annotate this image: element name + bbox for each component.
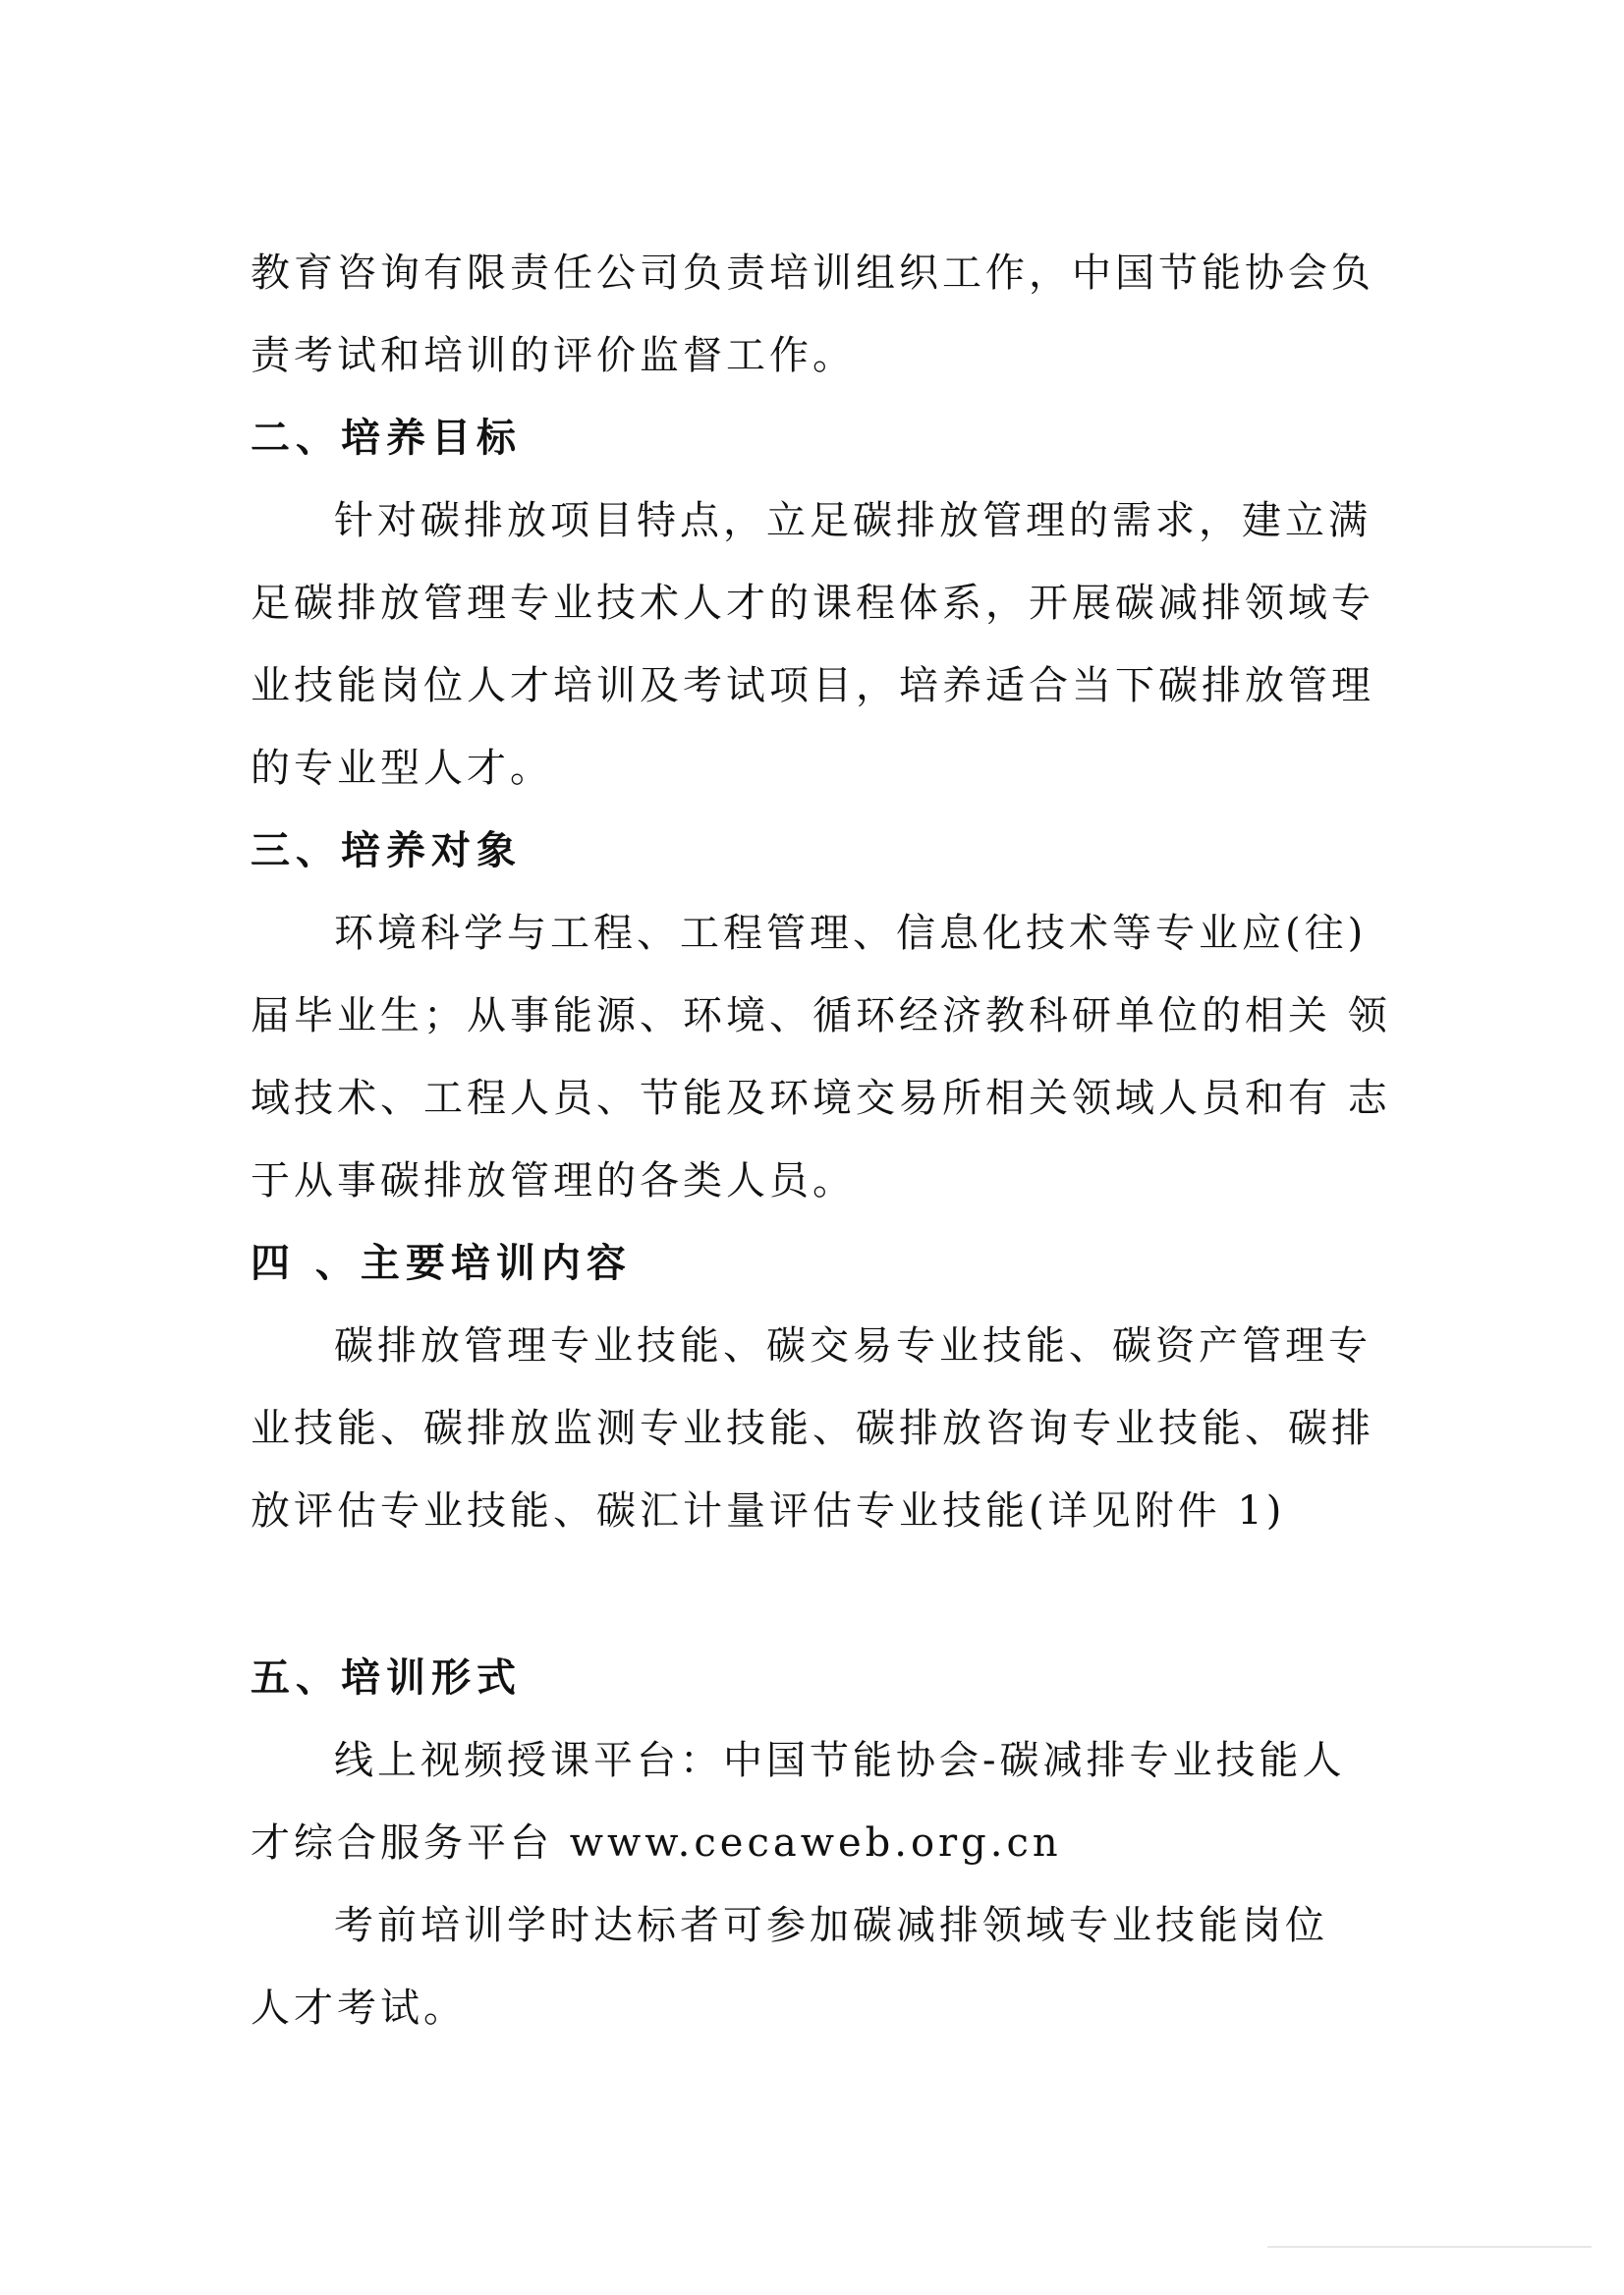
paragraph-line: 才综合服务平台 www.cecaweb.org.cn: [251, 1820, 1062, 1866]
section-heading-content: 四 、主要培训内容: [251, 1240, 632, 1286]
paragraph-line: 人才考试。: [251, 1986, 467, 2031]
section-heading-format: 五、培训形式: [251, 1654, 522, 1701]
paragraph-line: 放评估专业技能、碳汇计量评估专业技能(详见附件 1): [251, 1488, 1286, 1534]
paragraph-line: 的专业型人才。: [251, 746, 553, 791]
paragraph-line: 业技能、碳排放监测专业技能、碳排放咨询专业技能、碳排: [251, 1406, 1374, 1451]
section-heading-targets: 三、培养对象: [251, 827, 522, 873]
paragraph-line: 环境科学与工程、工程管理、信息化技术等专业应(往): [334, 911, 1368, 956]
paragraph-line: 考前培训学时达标者可参加碳减排领域专业技能岗位: [334, 1903, 1328, 1948]
paragraph-line: 线上视频授课平台：中国节能协会-碳减排专业技能人: [334, 1738, 1346, 1783]
section-heading-goals: 二、培养目标: [251, 415, 522, 461]
paragraph-line: 业技能岗位人才培训及考试项目，培养适合当下碳排放管理: [251, 663, 1374, 708]
paragraph-line: 针对碳排放项目特点，立足碳排放管理的需求，建立满: [334, 498, 1372, 543]
paragraph-line: 教育咨询有限责任公司负责培训组织工作，中国节能协会负: [251, 251, 1374, 296]
paragraph-line: 足碳排放管理专业技术人才的课程体系，开展碳减排领域专: [251, 581, 1374, 626]
paragraph-line: 届毕业生；从事能源、环境、循环经济教科研单位的相关 领: [251, 993, 1391, 1038]
paragraph-line: 于从事碳排放管理的各类人员。: [251, 1158, 856, 1203]
paragraph-line: 碳排放管理专业技能、碳交易专业技能、碳资产管理专: [334, 1323, 1372, 1369]
scan-artifact-line: [1267, 2246, 1592, 2248]
paragraph-line: 责考试和培训的评价监督工作。: [251, 333, 856, 378]
paragraph-line: 域技术、工程人员、节能及环境交易所相关领域人员和有 志: [251, 1076, 1391, 1121]
